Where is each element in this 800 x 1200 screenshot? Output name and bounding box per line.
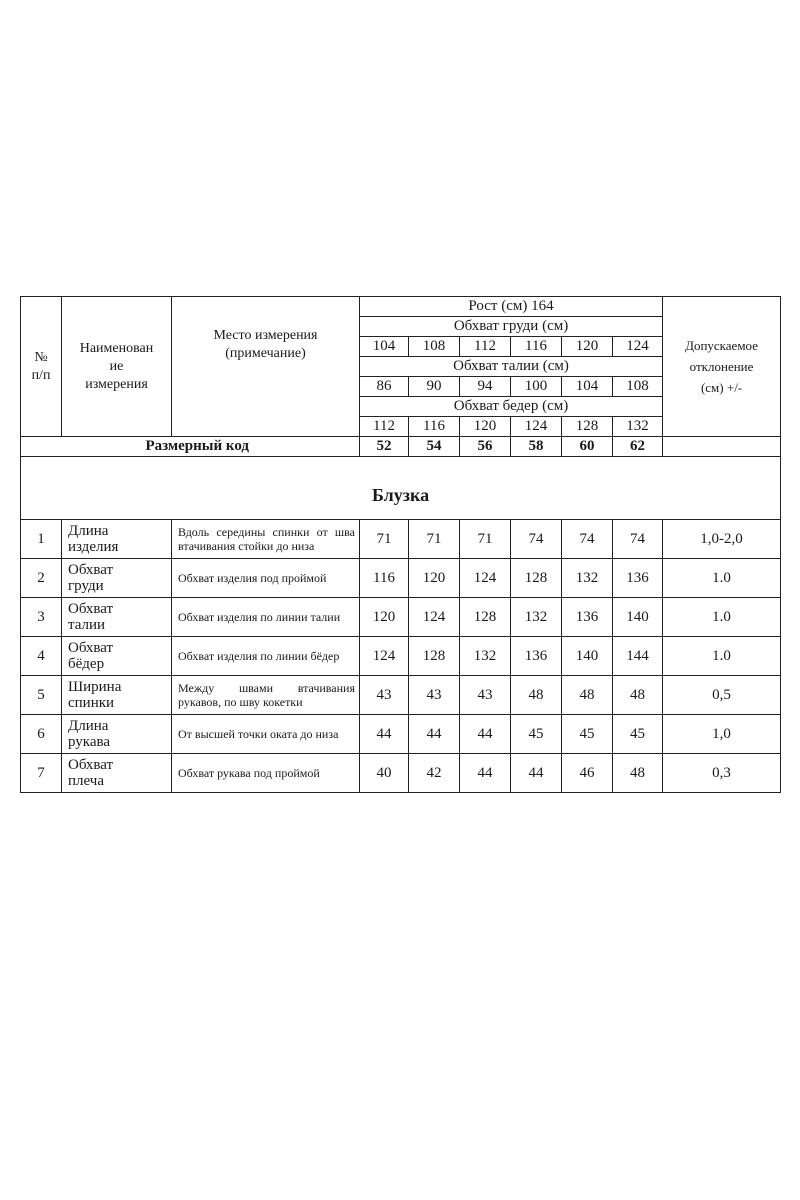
- measurement-value: 124: [360, 637, 409, 676]
- table-body: [21, 297, 781, 793]
- chest-value-cell: 108: [409, 337, 460, 357]
- waist-value-cell: 86: [360, 377, 409, 397]
- measurement-name: Ширина спинки: [62, 676, 172, 715]
- measurement-row: [21, 715, 781, 754]
- measurement-value: 74: [562, 520, 613, 559]
- header-hips-label: Обхват бедер (см): [360, 397, 663, 417]
- measurement-name: Обхват бёдер: [62, 637, 172, 676]
- measurement-row: [21, 520, 781, 559]
- measurement-place: Обхват рукава под проймой: [172, 754, 360, 793]
- measurement-name: Длина рукава: [62, 715, 172, 754]
- row-number: 3: [21, 598, 62, 637]
- hips-value-cell: 116: [409, 417, 460, 437]
- measurement-value: 44: [460, 715, 511, 754]
- measurement-row: [21, 559, 781, 598]
- header-measurement-place: Место измерения (примечание): [172, 297, 360, 437]
- tolerance-value: 1.0: [663, 637, 781, 676]
- header-waist-label: Обхват талии (см): [360, 357, 663, 377]
- size-code-value: 52: [360, 437, 409, 457]
- measurement-place: Между швами втачивания рукавов, по шву кокетки: [172, 676, 360, 715]
- measurement-row: [21, 676, 781, 715]
- chest-value-cell: 112: [460, 337, 511, 357]
- measurement-row: [21, 598, 781, 637]
- tolerance-value: 1.0: [663, 598, 781, 637]
- measurement-value: 128: [511, 559, 562, 598]
- hips-value-cell: 132: [613, 417, 663, 437]
- measurement-value: 42: [409, 754, 460, 793]
- tolerance-value: 0,3: [663, 754, 781, 793]
- measurement-row: [21, 754, 781, 793]
- measurement-value: 45: [613, 715, 663, 754]
- size-code-value: 56: [460, 437, 511, 457]
- header-number: № п/п: [21, 297, 62, 437]
- header-tolerance: Допускаемое отклонение (см) +/-: [663, 297, 781, 437]
- row-number: 2: [21, 559, 62, 598]
- measurement-place: Вдоль середины спинки от шва втачивания стойки до низа: [172, 520, 360, 559]
- tolerance-value: 1.0: [663, 559, 781, 598]
- waist-value-cell: 104: [562, 377, 613, 397]
- size-code-value: 60: [562, 437, 613, 457]
- measurement-place: От высшей точки оката до низа: [172, 715, 360, 754]
- hips-value-cell: 120: [460, 417, 511, 437]
- measurement-value: 74: [613, 520, 663, 559]
- waist-value-cell: 100: [511, 377, 562, 397]
- measurement-place: Обхват изделия по линии талии: [172, 598, 360, 637]
- tolerance-value: 0,5: [663, 676, 781, 715]
- waist-value-cell: 108: [613, 377, 663, 397]
- measurement-value: 71: [360, 520, 409, 559]
- waist-value-cell: 94: [460, 377, 511, 397]
- measurement-value: 124: [460, 559, 511, 598]
- size-code-label: Размерный код: [21, 437, 360, 457]
- measurement-row: [21, 637, 781, 676]
- row-number: 6: [21, 715, 62, 754]
- measurement-value: 140: [613, 598, 663, 637]
- measurement-value: 46: [562, 754, 613, 793]
- measurement-value: 136: [511, 637, 562, 676]
- measurement-value: 136: [562, 598, 613, 637]
- hips-value-cell: 112: [360, 417, 409, 437]
- measurement-value: 140: [562, 637, 613, 676]
- measurement-value: 74: [511, 520, 562, 559]
- measurement-value: 43: [409, 676, 460, 715]
- hips-value-cell: 128: [562, 417, 613, 437]
- measurement-value: 40: [360, 754, 409, 793]
- measurement-value: 128: [460, 598, 511, 637]
- measurement-value: 124: [409, 598, 460, 637]
- row-number: 1: [21, 520, 62, 559]
- header-row-height: [21, 297, 781, 317]
- measurement-value: 43: [460, 676, 511, 715]
- measurement-value: 71: [460, 520, 511, 559]
- measurement-value: 116: [360, 559, 409, 598]
- hips-value-cell: 124: [511, 417, 562, 437]
- measurement-value: 44: [409, 715, 460, 754]
- size-chart-table: [20, 296, 781, 793]
- section-row: [21, 457, 781, 520]
- tolerance-value: 1,0-2,0: [663, 520, 781, 559]
- chest-value-cell: 116: [511, 337, 562, 357]
- measurement-place: Обхват изделия по линии бёдер: [172, 637, 360, 676]
- measurement-value: 136: [613, 559, 663, 598]
- size-code-empty-cell: [663, 437, 781, 457]
- measurement-value: 48: [613, 676, 663, 715]
- measurement-name: Длина изделия: [62, 520, 172, 559]
- chest-value-cell: 104: [360, 337, 409, 357]
- measurement-value: 144: [613, 637, 663, 676]
- measurement-value: 48: [511, 676, 562, 715]
- measurement-place: Обхват изделия под проймой: [172, 559, 360, 598]
- chest-value-cell: 120: [562, 337, 613, 357]
- measurement-value: 43: [360, 676, 409, 715]
- row-number: 7: [21, 754, 62, 793]
- measurement-value: 48: [562, 676, 613, 715]
- header-chest-label: Обхват груди (см): [360, 317, 663, 337]
- measurement-value: 132: [562, 559, 613, 598]
- measurement-name: Обхват груди: [62, 559, 172, 598]
- measurement-value: 132: [460, 637, 511, 676]
- section-title: Блузка: [21, 457, 781, 520]
- header-measurement-name: Наименован ие измерения: [62, 297, 172, 437]
- size-code-value: 62: [613, 437, 663, 457]
- header-height: Рост (см) 164: [360, 297, 663, 317]
- size-code-value: 54: [409, 437, 460, 457]
- measurement-name: Обхват талии: [62, 598, 172, 637]
- size-code-value: 58: [511, 437, 562, 457]
- measurement-value: 120: [360, 598, 409, 637]
- measurement-value: 44: [360, 715, 409, 754]
- measurement-value: 71: [409, 520, 460, 559]
- measurement-value: 120: [409, 559, 460, 598]
- measurement-value: 45: [511, 715, 562, 754]
- measurement-value: 45: [562, 715, 613, 754]
- waist-value-cell: 90: [409, 377, 460, 397]
- measurement-value: 48: [613, 754, 663, 793]
- row-number: 4: [21, 637, 62, 676]
- measurement-value: 44: [460, 754, 511, 793]
- size-code-row: [21, 437, 781, 457]
- measurement-name: Обхват плеча: [62, 754, 172, 793]
- measurement-value: 132: [511, 598, 562, 637]
- measurement-value: 128: [409, 637, 460, 676]
- row-number: 5: [21, 676, 62, 715]
- tolerance-value: 1,0: [663, 715, 781, 754]
- measurement-value: 44: [511, 754, 562, 793]
- chest-value-cell: 124: [613, 337, 663, 357]
